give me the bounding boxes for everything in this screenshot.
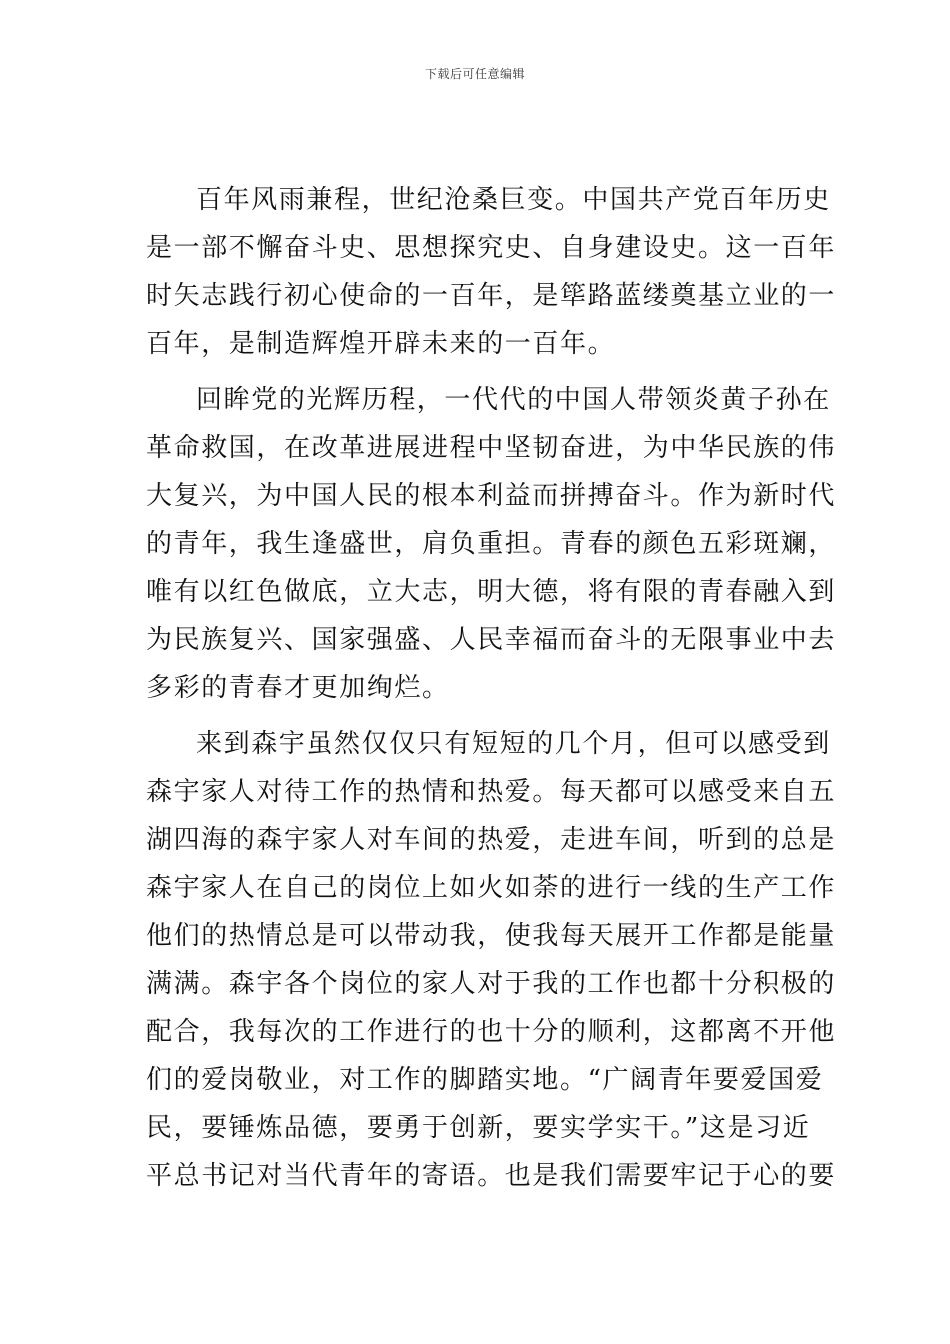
text-line: 满满。森宇各个岗位的家人对于我的工作也都十分积极的 bbox=[146, 969, 837, 999]
text-line: 来到森宇虽然仅仅只有短短的几个月，但可以感受到 bbox=[196, 729, 831, 759]
text-line: 平总书记对当代青年的寄语。也是我们需要牢记于心的要 bbox=[146, 1161, 837, 1191]
text-line: 回眸党的光辉历程，一代代的中国人带领炎黄子孙在 bbox=[196, 385, 831, 415]
paragraph-2 bbox=[146, 376, 837, 712]
text-line: 为民族复兴、国家强盛、人民幸福而奋斗的无限事业中去 bbox=[146, 625, 837, 655]
text-line: 湖四海的森宇家人对车间的热爱，走进车间，听到的总是 bbox=[146, 825, 837, 855]
text-line: 民，要锤炼品德，要勇于创新，要实学实干。”这是习近 bbox=[146, 1113, 811, 1143]
paragraph-1 bbox=[146, 176, 837, 368]
document-body bbox=[146, 176, 837, 1200]
text-line: 百年，是制造辉煌开辟未来的一百年。 bbox=[146, 329, 616, 359]
header-note: 下载后可任意编辑 bbox=[424, 67, 525, 81]
text-line: 百年风雨兼程，世纪沧桑巨变。中国共产党百年历史 bbox=[196, 185, 831, 215]
text-line: 配合，我每次的工作进行的也十分的顺利，这都离不开他 bbox=[146, 1017, 837, 1047]
text-line: 革命救国，在改革进展进程中坚韧奋进，为中华民族的伟 bbox=[146, 433, 837, 463]
text-line: 时矢志践行初心使命的一百年，是筚路蓝缕奠基立业的一 bbox=[146, 281, 837, 311]
text-line: 的青年，我生逢盛世，肩负重担。青春的颜色五彩斑斓， bbox=[146, 529, 837, 559]
text-line: 森宇家人对待工作的热情和热爱。每天都可以感受来自五 bbox=[146, 777, 837, 807]
text-line: 唯有以红色做底，立大志，明大德，将有限的青春融入到 bbox=[146, 577, 837, 607]
text-line: 们的爱岗敬业，对工作的脚踏实地。“广阔青年要爱国爱 bbox=[146, 1065, 824, 1095]
text-line: 他们的热情总是可以带动我，使我每天展开工作都是能量 bbox=[146, 921, 837, 951]
text-line: 多彩的青春才更加绚烂。 bbox=[146, 673, 450, 703]
text-line: 是一部不懈奋斗史、思想探究史、自身建设史。这一百年 bbox=[146, 233, 837, 263]
paragraph-3 bbox=[146, 720, 837, 1200]
text-line: 大复兴，为中国人民的根本利益而拼搏奋斗。作为新时代 bbox=[146, 481, 837, 511]
text-line: 森宇家人在自己的岗位上如火如荼的进行一线的生产工作 bbox=[146, 873, 837, 903]
paragraph-gap bbox=[146, 712, 808, 720]
paragraph-gap bbox=[146, 368, 808, 376]
